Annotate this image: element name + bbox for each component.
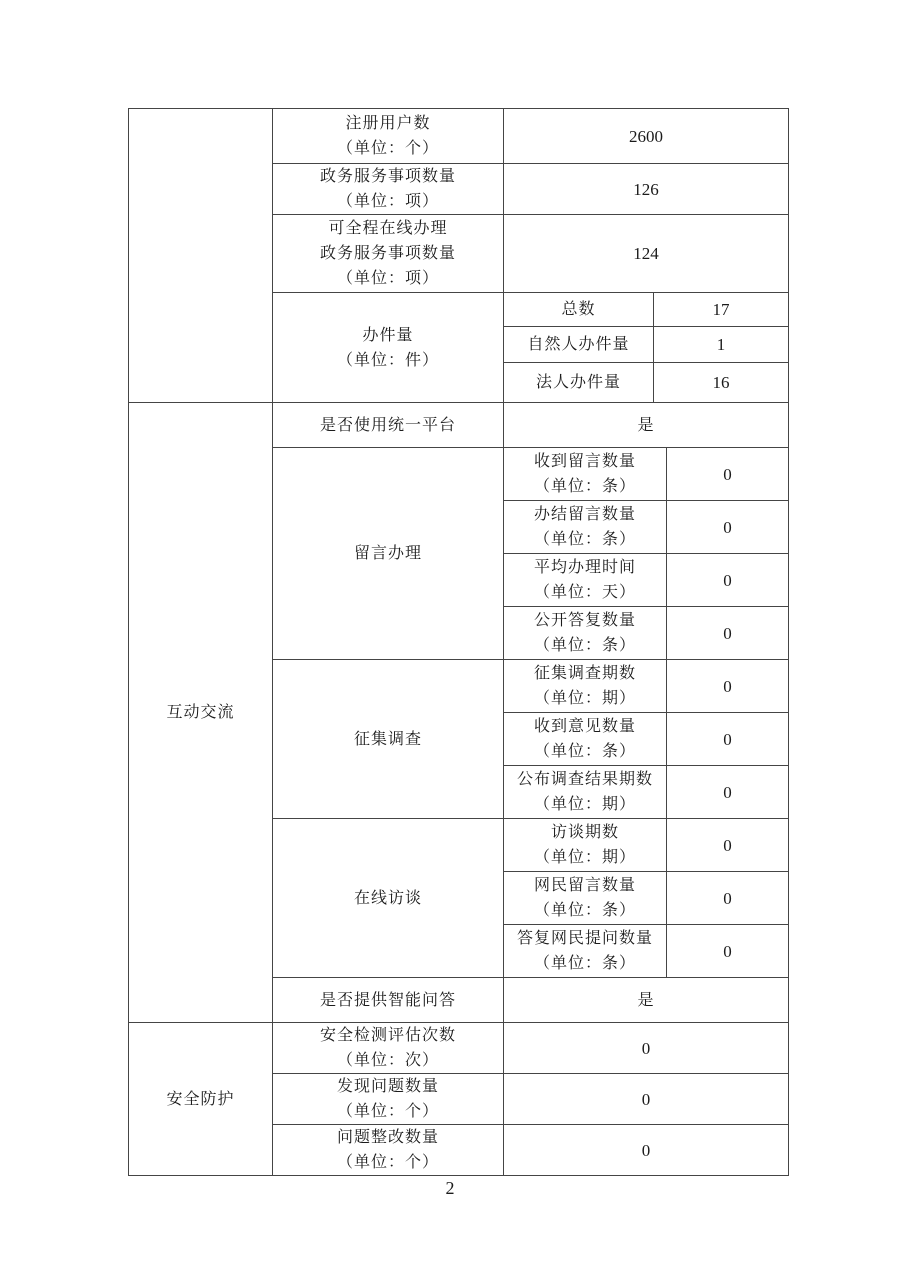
metric-value-problems-rectified: 0: [504, 1125, 789, 1176]
subrow-value-messages-resolved: 0: [667, 501, 789, 554]
subrow-label-questions-answered: 答复网民提问数量 （单位：条）: [504, 925, 667, 978]
metric-value-online-service-items: 124: [504, 215, 789, 293]
section-security: [128, 1022, 789, 1176]
subrow-label-opinions-received: 收到意见数量 （单位：条）: [504, 713, 667, 766]
category-cell-interaction: 互动交流: [129, 403, 273, 1023]
group-label-surveys: 征集调查: [273, 660, 504, 819]
page-number: 2: [445, 1178, 455, 1198]
group-label-message-handling: 留言办理: [273, 448, 504, 660]
metric-label-service-items: 政务服务事项数量 （单位：项）: [273, 164, 504, 215]
metric-label-registered-users: 注册用户数 （单位：个）: [273, 109, 504, 164]
metric-label-online-service-items: 可全程在线办理 政务服务事项数量 （单位：项）: [273, 215, 504, 293]
category-cell-security: 安全防护: [129, 1023, 273, 1176]
subrow-value-netizen-messages: 0: [667, 872, 789, 925]
subrow-label-messages-received: 收到留言数量 （单位：条）: [504, 448, 667, 501]
subrow-value-questions-answered: 0: [667, 925, 789, 978]
subrow-value-messages-received: 0: [667, 448, 789, 501]
report-table: [128, 108, 788, 1176]
section-interaction: [128, 402, 789, 1023]
metric-label-problems-found: 发现问题数量 （单位：个）: [273, 1074, 504, 1125]
row-label-unified-platform: 是否使用统一平台: [273, 403, 504, 448]
subrow-value-total: 17: [654, 293, 789, 327]
subrow-label-interview-periods: 访谈期数 （单位：期）: [504, 819, 667, 872]
group-label-online-interviews: 在线访谈: [273, 819, 504, 978]
metric-value-service-items: 126: [504, 164, 789, 215]
subrow-label-natural-person: 自然人办件量: [504, 327, 654, 363]
subrow-label-total: 总数: [504, 293, 654, 327]
subrow-value-interview-periods: 0: [667, 819, 789, 872]
subrow-label-legal-person: 法人办件量: [504, 363, 654, 403]
subrow-value-legal-person: 16: [654, 363, 789, 403]
metric-value-problems-found: 0: [504, 1074, 789, 1125]
subrow-value-public-replies: 0: [667, 607, 789, 660]
subrow-label-public-replies: 公开答复数量 （单位：条）: [504, 607, 667, 660]
metric-value-security-assessments: 0: [504, 1023, 789, 1074]
row-value-smart-qa: 是: [504, 978, 789, 1023]
row-label-smart-qa: 是否提供智能问答: [273, 978, 504, 1023]
subrow-value-survey-periods: 0: [667, 660, 789, 713]
subrow-value-opinions-received: 0: [667, 713, 789, 766]
subrow-value-results-published: 0: [667, 766, 789, 819]
metric-label-case-volume: 办件量 （单位：件）: [273, 293, 504, 403]
subrow-label-netizen-messages: 网民留言数量 （单位：条）: [504, 872, 667, 925]
subrow-label-results-published: 公布调查结果期数 （单位：期）: [504, 766, 667, 819]
metric-label-security-assessments: 安全检测评估次数 （单位：次）: [273, 1023, 504, 1074]
subrow-value-natural-person: 1: [654, 327, 789, 363]
subrow-label-survey-periods: 征集调查期数 （单位：期）: [504, 660, 667, 713]
row-value-unified-platform: 是: [504, 403, 789, 448]
subrow-value-average-handling-time: 0: [667, 554, 789, 607]
metric-label-problems-rectified: 问题整改数量 （单位：个）: [273, 1125, 504, 1176]
subrow-label-messages-resolved: 办结留言数量 （单位：条）: [504, 501, 667, 554]
subrow-label-average-handling-time: 平均办理时间 （单位：天）: [504, 554, 667, 607]
metric-value-registered-users: 2600: [504, 109, 789, 164]
category-cell-empty: [129, 109, 273, 403]
section-service-metrics: [128, 108, 789, 403]
